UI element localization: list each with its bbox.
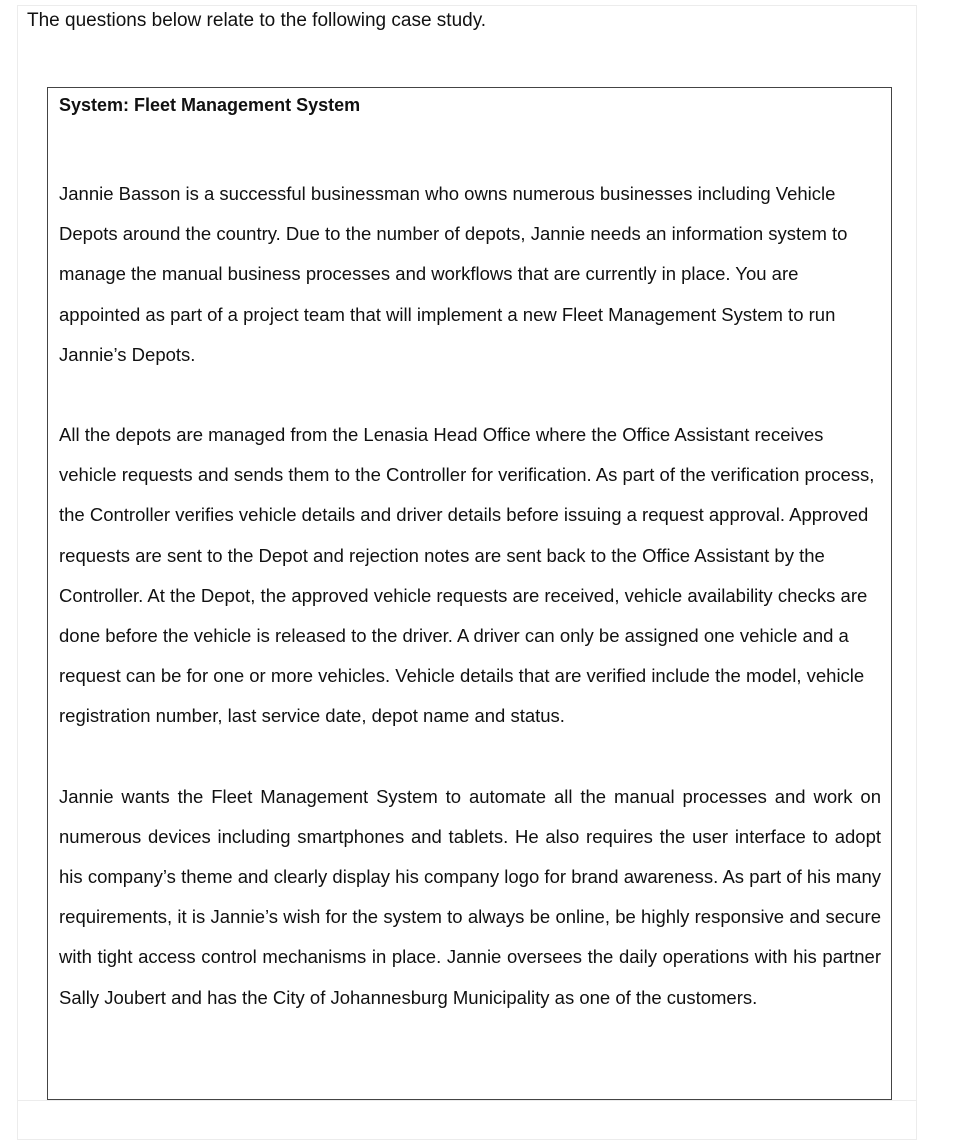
case-study-title: System: Fleet Management System	[59, 95, 361, 115]
case-study-paragraph-3: Jannie wants the Fleet Management System to automate all the manual processes and work on numerous devices including smartphones and tablets. He also requires the user interface to adopt his company’s theme and clearly display his company logo for brand awareness. As part of his many requirements, it is Jannie’s wish for the system to always be online, be highly responsive and secure with tight access control mechanisms in place. Jannie oversees the daily operations with his partner Sally Joubert and has the City of Johannesburg Municipality as one of the customers.	[59, 785, 881, 1008]
bottom-divider	[17, 1100, 917, 1101]
case-study-paragraph-2: All the depots are managed from the Lenasia Head Office where the Office Assistant receives vehicle requests and sends them to the Controller for verification. As part of the verification process, the Controller verifies vehicle details and driver details before issuing a request approval. Approved requests are sent to the Depot and rejection notes are sent back to the Office Assistant by the Controller. At the Depot, the approved vehicle requests are received, vehicle availability checks are done before the vehicle is released to the driver. A driver can only be assigned one vehicle and a request can be for one or more vehicles. Vehicle details that are verified include the model, vehicle registration number, last service date, depot name and status.	[59, 424, 875, 727]
case-study-paragraph-1: Jannie Basson is a successful businessman who owns numerous businesses including Vehicle Depots around the country. Due to the number of depots, Jannie needs an information system to manage the manual business processes and workflows that are currently in place. You are appointed as part of a project team that will implement a new Fleet Management System to run Jannie’s Depots.	[59, 183, 848, 365]
intro-text: The questions below relate to the following case study.	[27, 10, 487, 31]
case-study-box	[47, 87, 892, 1100]
